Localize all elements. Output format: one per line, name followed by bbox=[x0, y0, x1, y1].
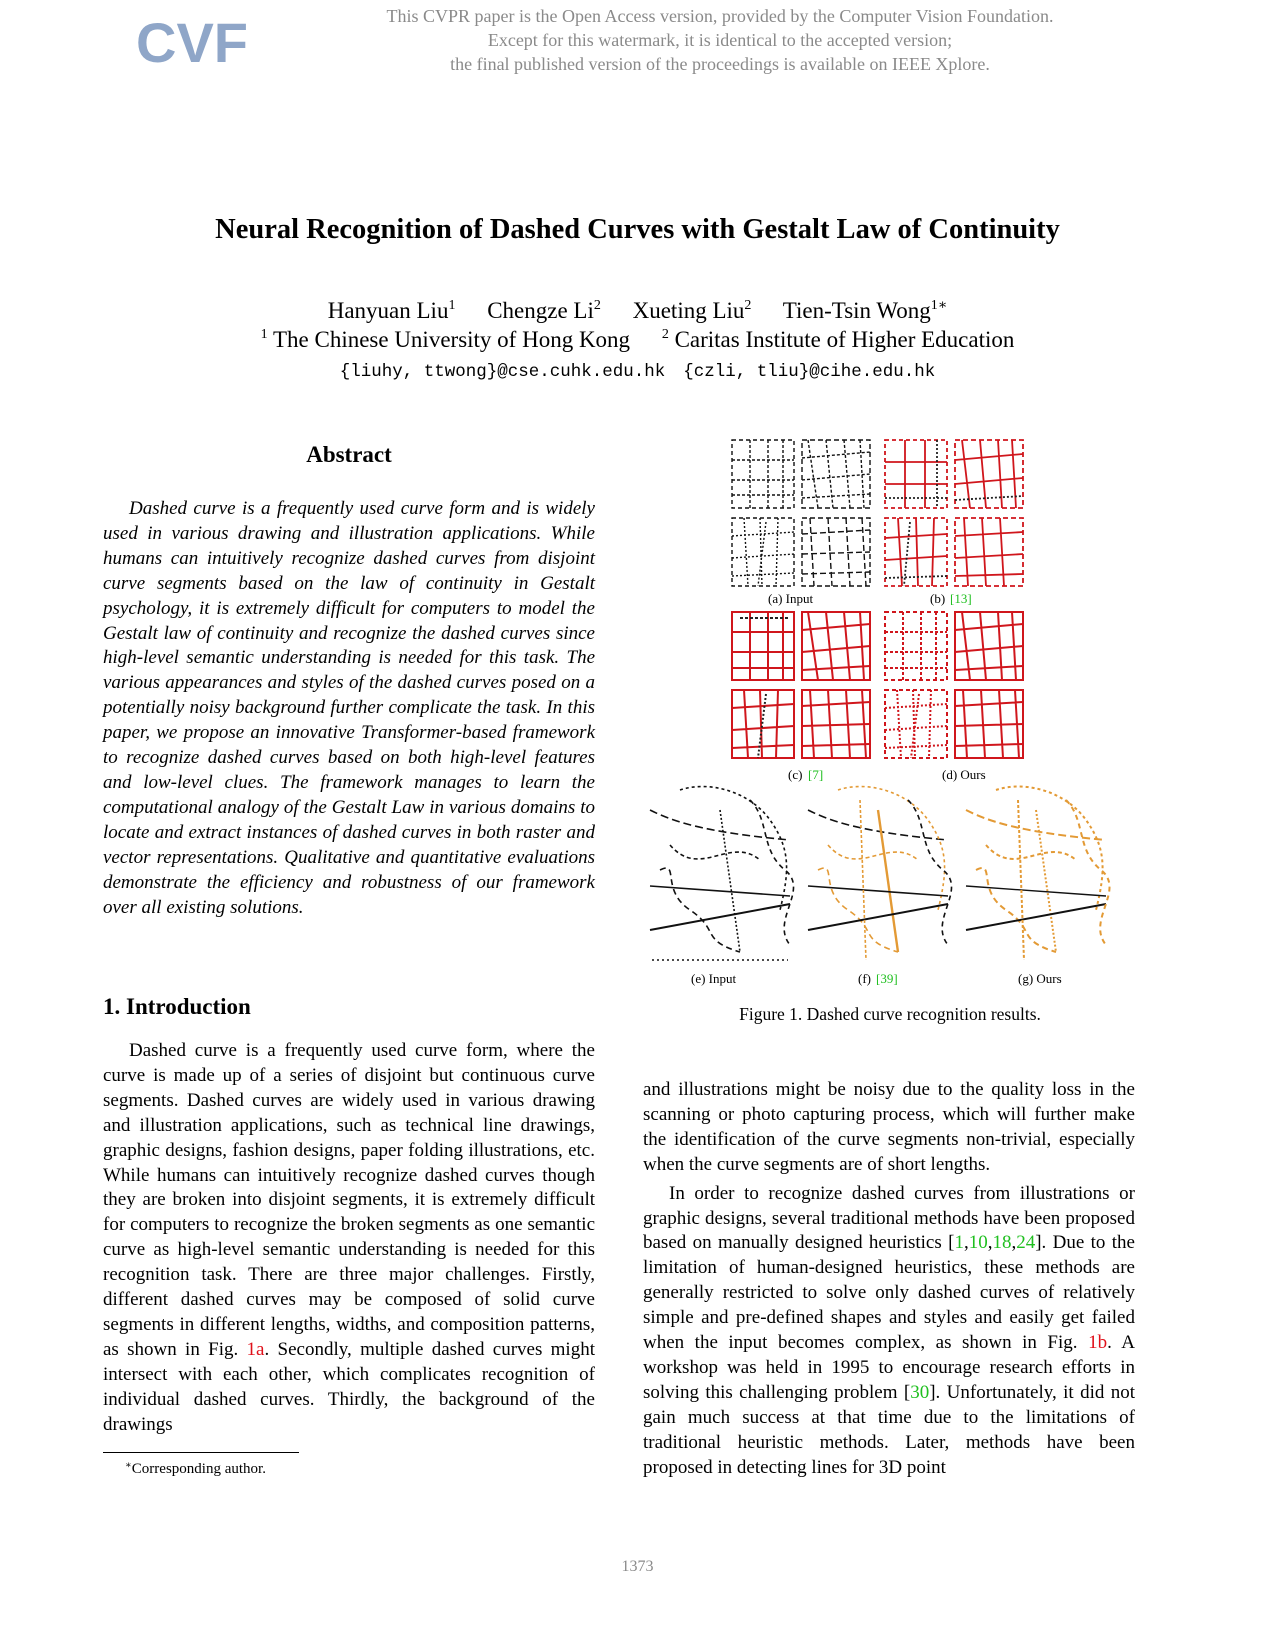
abstract-heading: Abstract bbox=[306, 442, 392, 467]
affiliations: $^1$ The Chinese University of Hong Kong $^2$ Caritas Institute of Higher Education bbox=[260, 327, 1015, 352]
affiliation: The Chinese University of Hong Kong bbox=[272, 327, 631, 352]
paper-title: Neural Recognition of Dashed Curves with Gestalt Law of Continuity bbox=[215, 214, 1060, 245]
panel-e-input bbox=[650, 787, 794, 960]
figure-1 bbox=[640, 440, 1140, 1010]
subcaption-f-ref: [39] bbox=[876, 971, 898, 986]
paragraph: and illustrations might be noisy due to the quality loss in the scanning or photo capturing process, which will further make the identification of the curve segments non-trivial, especially when the curve segments are of short lengths. bbox=[643, 1079, 1135, 1175]
affiliation: Caritas Institute of Higher Education bbox=[674, 327, 1015, 352]
subcaption-a: (a) Input bbox=[768, 591, 814, 606]
citation-link[interactable]: 1 bbox=[954, 1232, 964, 1254]
panel-b-result bbox=[885, 440, 1023, 586]
figure-ref-link[interactable]: 1a bbox=[246, 1338, 265, 1360]
citation-link[interactable]: 30 bbox=[910, 1381, 930, 1403]
footnote-rule bbox=[103, 1452, 299, 1453]
subcaption-g: (g) Ours bbox=[1018, 971, 1062, 986]
figure-caption: Figure 1. Dashed curve recognition results. bbox=[739, 1004, 1041, 1024]
page-number: 1373 bbox=[621, 1558, 654, 1575]
abstract-text: Dashed curve is a frequently used curve form and is widely used in various drawing and illustration applications. While humans can intuitively recognize dashed curves from disjoint curve segments based on the law of continuity in Gestalt psychology, it is extremely difficult for computers to model the Gestalt law of continuity and recognize the dashed curves since high-level semantic understanding is needed for this task. The various appearances and styles of the dashed curves posed on a potentially noisy background further complicate the task. In this paper, we propose an innovative Transformer-based framework to recognize dashed curves based on both high-level features and low-level clues. The framework manages to learn the computational analogy of the Gestalt Law in various domains to locate and extract instances of dashed curves in both raster and vector representations. Qualitative and quantitative evaluations demonstrate the efficiency and robustness of our framework over all existing solutions. bbox=[103, 498, 595, 918]
citation-link[interactable]: 10 bbox=[968, 1232, 988, 1254]
author-name: Tien-Tsin Wong bbox=[782, 298, 931, 323]
open-access-watermark bbox=[250, 4, 1190, 76]
author-name: Hanyuan Liu bbox=[327, 298, 449, 323]
footnote: ∗Corresponding author. bbox=[125, 1460, 266, 1477]
watermark-line-2: Except for this watermark, it is identical to the accepted version; bbox=[487, 30, 953, 50]
panel-d-result bbox=[885, 612, 1023, 758]
panel-g-result bbox=[966, 787, 1110, 960]
right-column-text bbox=[643, 1078, 1135, 1481]
logo-text: CVF bbox=[136, 11, 248, 74]
subcaption-d: (d) Ours bbox=[942, 767, 986, 782]
author-emails bbox=[0, 362, 1275, 382]
figure-ref-link[interactable]: 1b bbox=[1088, 1332, 1108, 1354]
author-block bbox=[0, 296, 1275, 354]
subcaption-b-ref: [13] bbox=[950, 591, 972, 606]
email: {liuhy, ttwong}@cse.cuhk.edu.hk bbox=[339, 362, 666, 382]
watermark-line-3: the final published version of the proceedings is available on IEEE Xplore. bbox=[450, 54, 990, 74]
author-name: Chengze Li bbox=[487, 298, 594, 323]
citation-link[interactable]: 24 bbox=[1016, 1232, 1036, 1254]
subcaption-e: (e) Input bbox=[691, 971, 737, 986]
section-heading-introduction: 1. Introduction bbox=[103, 994, 251, 1019]
subcaption-c-label: (c) bbox=[788, 767, 803, 782]
panel-f-result bbox=[808, 787, 952, 960]
intro-paragraph: Dashed curve is a frequently used curve form, where the curve is made up of a series of disjoint but continuous curve segments. Dashed curves are widely used in various drawing and illustration applications, such as technical line drawings, graphic designs, fashion designs, paper folding illustrations, etc. While humans can intuitively recognize dashed curves though they are broken into disjoint segments, it is extremely difficult for computers to recognize the broken segments as one semantic curve as high-level semantic understanding is needed for this recognition task. There are three major challenges. Firstly, different dashed curves may be composed of solid curve segments in different lengths, widths, and composition patterns, as shown in Fig. 1a. Secondly, multiple dashed curves might intersect with each other, which complicates recognition of individual dashed curves. Thirdly, the background of the drawings bbox=[103, 1040, 595, 1435]
watermark-line-1: This CVPR paper is the Open Access version, provided by the Computer Vision Foundation. bbox=[386, 6, 1054, 26]
panel-c-result bbox=[732, 612, 870, 758]
subcaption-f-label: (f) bbox=[858, 971, 871, 986]
subcaption-c-ref: [7] bbox=[808, 767, 824, 782]
author-names: Hanyuan Liu$^1$ Chengze Li$^2$ Xueting Liu$^2$ Tien-Tsin Wong$^{1∗}$ bbox=[327, 298, 948, 323]
author-name: Xueting Liu bbox=[632, 298, 745, 323]
subcaption-b-label: (b) bbox=[930, 591, 946, 606]
paragraph: In order to recognize dashed curves from illustrations or graphic designs, several traditional methods have been proposed based on manually designed heuristics [1,10,18,24]. Due to the limitation of human-designed heuristics, these methods are generally restricted to solve only dashed curves of relatively simple and pre-defined shapes and styles and easily get failed when the input becomes complex, as shown in Fig. 1b. A workshop was held in 1995 to encourage research efforts in solving this challenging problem [30]. Unfortunately, it did not gain much success at that time due to the limitations of traditional heuristic methods. Later, methods have been proposed in detecting lines for 3D point bbox=[643, 1182, 1136, 1478]
cvf-logo bbox=[136, 8, 248, 76]
citation-link[interactable]: 18 bbox=[992, 1232, 1012, 1254]
panel-a-input bbox=[732, 440, 870, 586]
email: {czli, tliu}@cihe.edu.hk bbox=[683, 362, 936, 382]
